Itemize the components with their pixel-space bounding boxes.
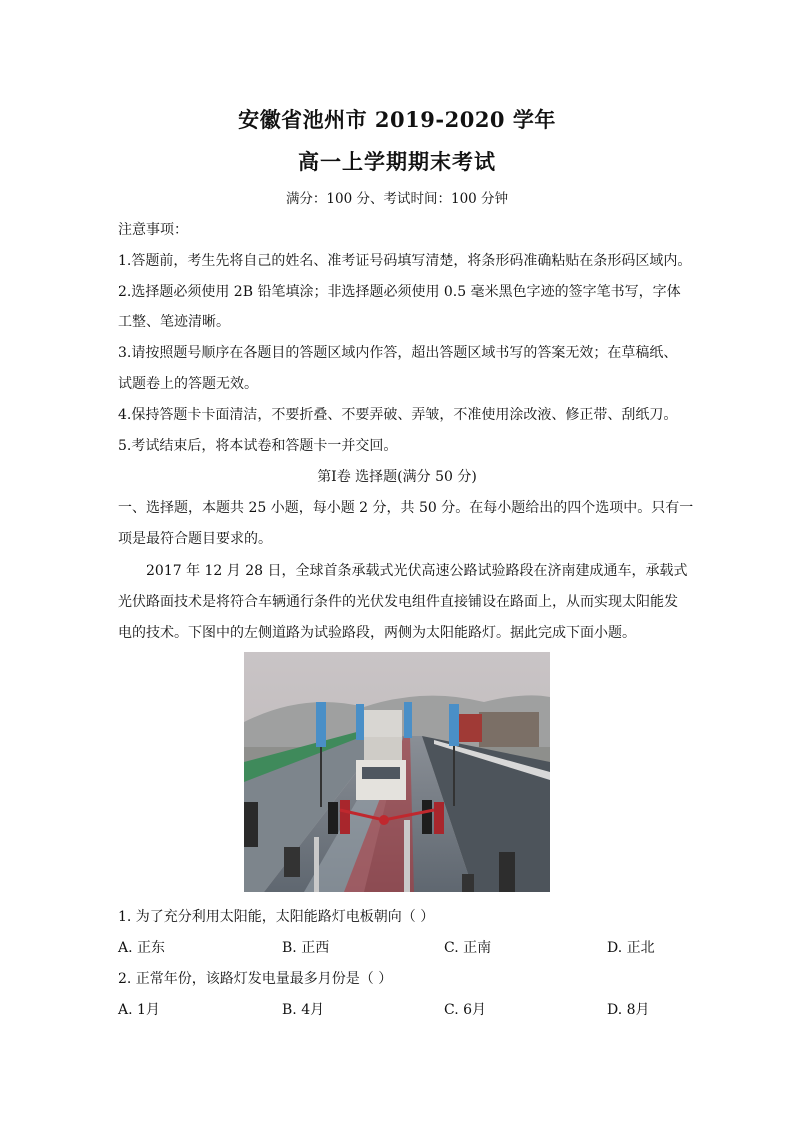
exam-score-time: 满分：100 分、考试时间：100 分钟 — [285, 191, 509, 207]
exam-subtitle-title: 高一上学期期末考试 — [298, 149, 496, 174]
note-item-3-line-2: 试题卷上的答题无效。 — [118, 376, 258, 392]
question-2-option-a[interactable]: A. 1月 — [118, 1002, 160, 1018]
note-item-2-line-1: 2.选择题必须使用 2B 铅笔填涂；非选择题必须使用 0.5 毫米黑色字迹的签字笔书写，字体 — [118, 284, 681, 300]
note-item-3-line-1: 3.请按照题号顺序在各题目的答题区域内作答，超出答题区域书写的答案无效；在草稿纸、 — [118, 345, 678, 361]
question-1-stem: 1. 为了充分利用太阳能，太阳能路灯电板朝向（ ） — [118, 909, 435, 925]
note-item-4: 4.保持答题卡卡面清洁，不要折叠、不要弄破、弄皱，不准使用涂改液、修正带、刮纸刀。 — [118, 407, 678, 423]
section-intro-line-1: 一、选择题，本题共 25 小题，每小题 2 分，共 50 分。在每小题给出的四个选项中。只有一 — [118, 500, 694, 516]
section-title: 第Ⅰ卷 选择题(满分 50 分) — [317, 469, 477, 485]
question-2-option-c[interactable]: C. 6月 — [444, 1002, 487, 1018]
question-2-stem: 2. 正常年份，该路灯发电量最多月份是（ ） — [118, 971, 393, 987]
passage-line-2: 光伏路面技术是将符合车辆通行条件的光伏发电组件直接铺设在路面上，从而实现太阳能发 — [118, 594, 678, 610]
notes-heading: 注意事项： — [118, 222, 188, 238]
note-item-5: 5.考试结束后，将本试卷和答题卡一并交回。 — [118, 438, 398, 454]
question-1-option-d[interactable]: D. 正北 — [607, 940, 655, 956]
question-2-option-d[interactable]: D. 8月 — [607, 1002, 650, 1018]
question-2-option-b[interactable]: B. 4月 — [282, 1002, 325, 1018]
passage-line-1: 2017 年 12 月 28 日，全球首条承载式光伏高速公路试验路段在济南建成通车，承载式 — [146, 563, 688, 579]
section-intro-line-2: 项是最符合题目要求的。 — [118, 531, 272, 547]
note-item-1: 1.答题前，考生先将自己的姓名、准考证号码填写清楚，将条形码准确粘贴在条形码区域内。 — [118, 253, 692, 269]
exam-title: 安徽省池州市 2019-2020 学年 — [238, 107, 556, 132]
note-item-2-line-2: 工整、笔迹清晰。 — [118, 314, 230, 330]
passage-line-3: 电的技术。下图中的左侧道路为试验路段，两侧为太阳能路灯。据此完成下面小题。 — [118, 625, 636, 641]
question-1-option-b[interactable]: B. 正西 — [282, 940, 330, 956]
solar-highway-photo — [244, 652, 550, 892]
question-1-option-c[interactable]: C. 正南 — [444, 940, 492, 956]
question-1-option-a[interactable]: A. 正东 — [118, 940, 166, 956]
